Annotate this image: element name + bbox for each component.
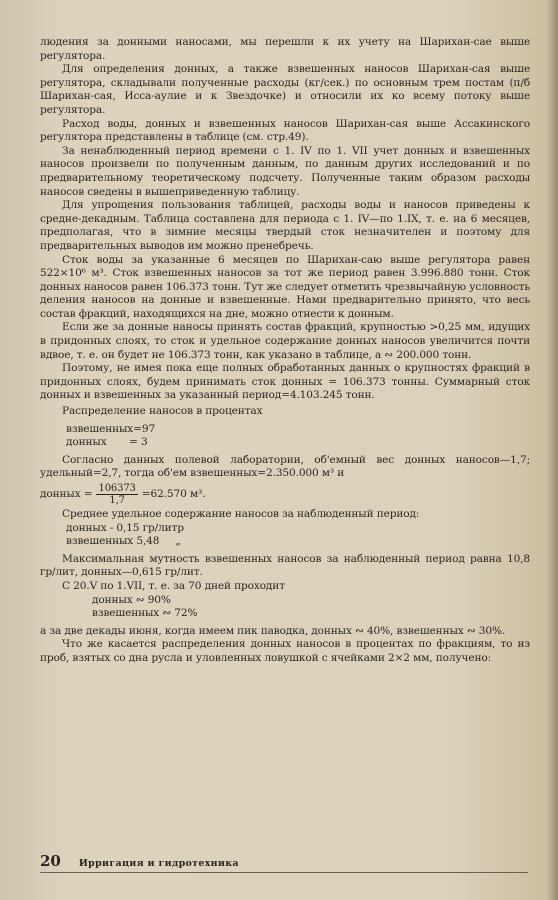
period-suspended: взвешенных ∾ 72% — [92, 607, 198, 620]
formula-denominator: 1,7 — [109, 495, 125, 506]
distribution-suspended: взвешенных=97 — [66, 422, 156, 435]
volume-formula — [40, 483, 530, 506]
paragraph-unobserved-period: За ненаблюденный период времени с 1. IV по 1. VII учет донных и взвешенных наносов произвели по полученным данным, по данным других исследований и по предварительному теоретическому подсчету. Полученные таким образом расходы наносов сведены в вышеприведенную таблицу. — [40, 144, 530, 198]
paragraph-table-simplification: Для упрощения пользования таблицей, расходы воды и наносов приведены к средне-декадным. Таблица составлена для периода с 1. IV—по 1.IX, т. е. на 6 месяцев, предполагая, что в зимние месяцы твердый сток незначителен и поэтому для предварительных выводов им можно пренебречь. — [40, 199, 530, 252]
page-edge-shadow — [546, 0, 558, 900]
footer-rule — [40, 872, 528, 873]
average-bed: донных - 0,15 гр/литр — [66, 521, 184, 534]
page-number: 20 — [40, 852, 61, 870]
formula-numerator: 106373 — [98, 483, 136, 494]
paragraph-max-turbidity: Максимальная мутность взвешенных наносов за наблюденный период равна 10,8 гр/лит, донных—0,615 гр/лит. — [40, 552, 530, 579]
paragraph-table-reference: Расход воды, донных и взвешенных наносов Шарихан-сая выше Ассакинского регулятора представлены в таблице (см. стр.49). — [40, 117, 530, 144]
paragraph-definition-method: Для определения донных, а также взвешенных наносов Шарихан-сая выше регулятора, складывали полученные расходы (кг/сек.) по основным трем постам (п/б Шарихан-сая, Исса-аулие и к Звездочке) и относили их ко всему потоку выше регулятора. — [40, 63, 530, 116]
running-title: Ирригация и гидротехника — [78, 858, 239, 869]
period-bed: донных ∾ 90% — [92, 593, 171, 606]
formula-fraction — [96, 483, 137, 506]
paragraph-flood-peak: а за две декады июня, когда имеем пик паводка, донных ∾ 40%, взвешенных ∾ 30%. — [40, 624, 506, 637]
paragraph-water-runoff: Сток воды за указанные 6 месяцев по Шарихан-саю выше регулятора равен 522×10⁶ м³. Сток взвешенных наносов за тот же период равен 3.996.880 тонн. Сток донных наносов равен 106.373 тонн. Тут же следует отметить чрезвычайную условность деления наносов на донные и взвешенные. Нами предварительно принято, что весь состав фракций, находящихся на дне, можно отнести к донным. — [40, 253, 530, 320]
paragraph-continuation: людения за донными наносами, мы перешли к их учету на Шарихан-сае выше регулятора. — [40, 36, 530, 62]
paragraph-fraction-size: Если же за донные наносы принять состав фракций, крупностью >0,25 мм, идущих в придонных слоях, то сток и удельное содержание донных наносов увеличится почти вдвое, т. е. он будет не 106.373 тонн, как указано в таблице, а ∾ 200.000 тонн. — [40, 321, 530, 361]
paragraph-lab-data: Согласно данных полевой лаборатории, об'емный вес донных наносов—1,7; удельный=2,7, тогда об'ем взвешенных=2.350.000 м³ и — [40, 453, 530, 480]
paragraph-distribution-heading: Распределение наносов в процентах — [62, 405, 263, 418]
page-footer — [40, 852, 530, 870]
paragraph-fraction-distribution: Что же касается распределения донных наносов в процентах по фракциям, то из проб, взятых со дна русла и уловленных ловушкой с ячейками 2×2 мм, получено: — [40, 638, 530, 664]
page-body — [40, 36, 530, 666]
paragraph-average-content: Среднее удельное содержание наносов за наблюденный период: — [62, 508, 420, 520]
paragraph-period-70-days: С 20.V по 1.VII, т. е. за 70 дней проходит — [62, 579, 285, 592]
formula-left: донных = — [40, 487, 93, 500]
distribution-bed: донных = 3 — [66, 436, 148, 449]
average-suspended: взвешенных 5,48 „ — [66, 535, 181, 548]
formula-right: =62.570 м³. — [141, 487, 206, 500]
paragraph-total-runoff: Поэтому, не имея пока еще полных обработанных данных о крупностях фракций в придонных слоях, будем принимать сток донных = 106.373 тонны. Суммарный сток донных и взвешенных за указанный период=4.103.245 тонн. — [40, 362, 530, 402]
